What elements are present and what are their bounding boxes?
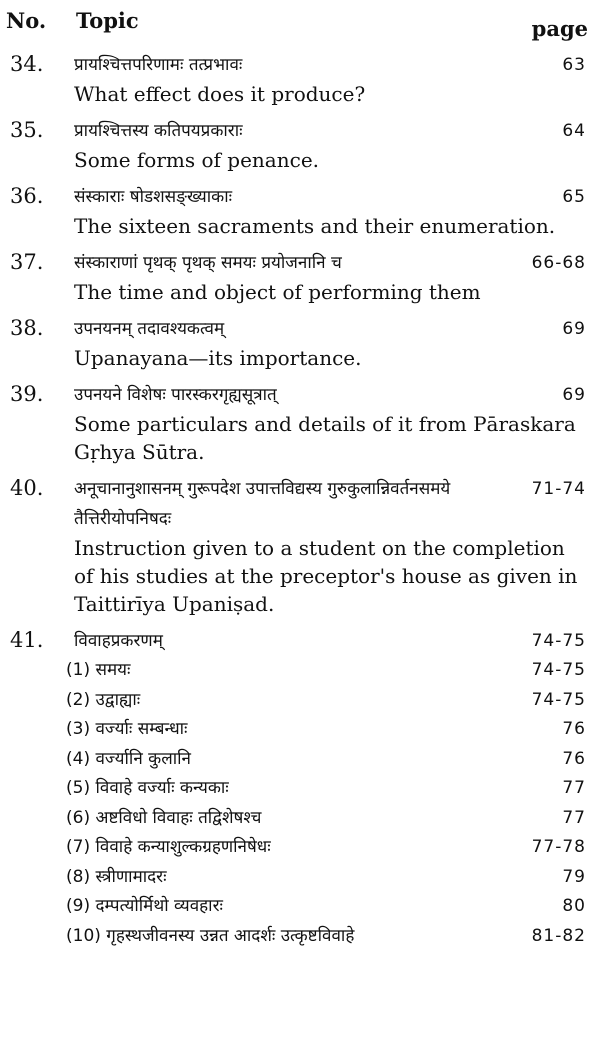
subentry-page: 79 [562, 866, 586, 887]
entry-sanskrit-title: विवाहप्रकरणम् [74, 631, 163, 651]
entry-english-title: Upanayana—its importance. [74, 346, 362, 370]
subentry-page: 77-78 [531, 837, 586, 857]
subentry [66, 774, 586, 804]
entry-number: 37. [10, 250, 44, 274]
entry-number: 40. [10, 476, 44, 500]
entry-number: 39. [10, 382, 44, 406]
subentry [66, 892, 586, 922]
toc-entry-39 [0, 380, 600, 466]
subentry-page: 81-82 [531, 925, 586, 946]
subentry [66, 833, 586, 863]
entry-page: 65 [562, 187, 586, 207]
entry-number: 35. [10, 118, 44, 142]
toc-entry-35 [0, 116, 600, 174]
subentry-page: 76 [562, 748, 586, 769]
column-header-page: page [531, 16, 588, 41]
toc-entry-38 [0, 314, 600, 372]
subentry [66, 804, 586, 834]
entry-number: 34. [10, 52, 44, 76]
column-header-topic: Topic [76, 8, 139, 33]
subentry [66, 745, 586, 775]
subentry-list [66, 656, 586, 951]
toc-entry-34 [0, 50, 600, 108]
toc-header [0, 4, 600, 40]
entry-number: 36. [10, 184, 44, 208]
subentry-label: (7) विवाहे कन्याशुल्कग्रहणनिषेधः [66, 837, 271, 857]
entry-page: 74-75 [531, 631, 586, 651]
subentry [66, 656, 586, 686]
entry-page: 63 [562, 55, 586, 75]
subentry-label: (2) उद्वाह्याः [66, 689, 141, 710]
entry-page: 66-68 [531, 253, 586, 273]
entry-sanskrit-title: प्रायश्चित्तस्य कतिपयप्रकाराः [74, 121, 243, 141]
subentry-page: 76 [562, 719, 586, 739]
column-header-no: No. [6, 8, 47, 33]
subentry [66, 715, 586, 745]
entry-page: 64 [562, 121, 586, 141]
entry-sanskrit-title: संस्काराः षोडशसङ्ख्याकाः [74, 187, 233, 207]
entry-english-title: Some particulars and details of it from Pāraskara Gṛhya Sūtra. [74, 412, 576, 464]
subentry-label: (3) वर्ज्याः सम्बन्धाः [66, 719, 188, 739]
entry-english-title: Some forms of penance. [74, 148, 320, 172]
subentry-label: (10) गृहस्थजीवनस्य उन्नत आदर्शः उत्कृष्टविवाहे [66, 925, 355, 946]
entry-page: 69 [562, 385, 586, 405]
subentry-label: (4) वर्ज्यानि कुलानि [66, 748, 191, 769]
subentry-label: (5) विवाहे वर्ज्याः कन्यकाः [66, 778, 229, 798]
entry-sanskrit-title-continued: तैत्तिरीयोपनिषदः [74, 509, 172, 529]
entry-english-title: What effect does it produce? [74, 82, 366, 106]
subentry-label: (1) समयः [66, 660, 131, 680]
subentry-page: 77 [562, 807, 586, 828]
entry-sanskrit-title: संस्काराणां पृथक् पृथक् समयः प्रयोजनानि च [74, 253, 342, 273]
subentry-page: 77 [562, 778, 586, 798]
toc-entry-37 [0, 248, 600, 306]
toc-entry-40 [0, 474, 600, 618]
subentry [66, 922, 586, 952]
entry-sanskrit-title: प्रायश्चित्तपरिणामः तत्प्रभावः [74, 55, 243, 75]
subentry [66, 686, 586, 716]
entry-number: 41. [10, 628, 44, 652]
entry-sanskrit-title: अनूचानानुशासनम् गुरूपदेश उपात्तविद्यस्य गुरुकुलान्निवर्तनसमये [74, 479, 451, 499]
entry-page: 71-74 [531, 479, 586, 499]
entry-english-title: The time and object of performing them [74, 280, 481, 304]
entry-english-title: The sixteen sacraments and their enumeration. [74, 214, 556, 238]
entry-page: 69 [562, 319, 586, 339]
entry-number: 38. [10, 316, 44, 340]
toc-entries [0, 50, 600, 959]
subentry-label: (6) अष्टविधो विवाहः तद्विशेषश्च [66, 807, 262, 828]
subentry [66, 863, 586, 893]
subentry-page: 74-75 [531, 689, 586, 710]
entry-english-title: Instruction given to a student on the completion of his studies at the preceptor's house as given in Taittirīya Upaniṣad. [74, 536, 578, 616]
entry-sanskrit-title: उपनयनम् तदावश्यकत्वम् [74, 319, 225, 339]
subentry-label: (9) दम्पत्योर्मिथो व्यवहारः [66, 896, 223, 916]
toc-entry-36 [0, 182, 600, 240]
subentry-page: 74-75 [531, 660, 586, 680]
subentry-page: 80 [562, 896, 586, 916]
subentry-label: (8) स्त्रीणामादरः [66, 866, 167, 887]
toc-entry-41 [0, 626, 600, 951]
entry-sanskrit-title: उपनयने विशेषः पारस्करगृह्यसूत्रात् [74, 385, 277, 405]
